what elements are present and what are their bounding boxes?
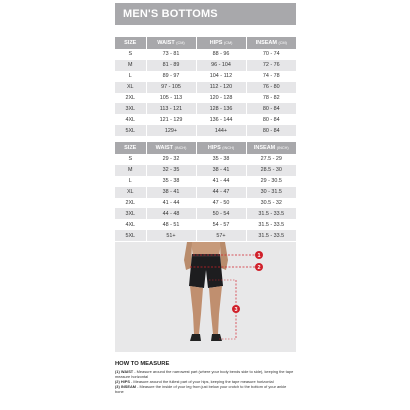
inch-header-size: SIZE	[115, 142, 146, 154]
inch-table-body	[115, 154, 296, 241]
inch-table-row	[115, 230, 296, 241]
cm-cell-hips: 144+	[196, 125, 246, 136]
cm-table-row	[115, 49, 296, 60]
how-to-measure-title: HOW TO MEASURE	[115, 361, 170, 367]
inch-table-row	[115, 176, 296, 187]
inch-cell-size: 5XL	[115, 230, 146, 241]
inch-cell-size: 4XL	[115, 219, 146, 230]
inch-cell-size: M	[115, 165, 146, 176]
model-left-leg	[190, 286, 203, 334]
inch-cell-waist: 48 - 51	[146, 219, 196, 230]
measurement-diagram	[115, 242, 296, 352]
cm-cell-waist: 113 - 121	[146, 103, 196, 114]
cm-table-header-row	[115, 37, 296, 49]
inch-cell-waist: 41 - 44	[146, 198, 196, 209]
cm-cell-waist: 97 - 105	[146, 82, 196, 93]
model-right-leg	[209, 286, 222, 334]
inch-header-inseam: INSEAM (INCH)	[246, 142, 296, 154]
inch-cell-waist: 35 - 38	[146, 176, 196, 187]
model-waistband	[192, 254, 220, 257]
inch-cell-waist: 38 - 41	[146, 187, 196, 198]
cm-cell-waist: 121 - 129	[146, 114, 196, 125]
inch-cell-size: XL	[115, 187, 146, 198]
cm-table-row	[115, 125, 296, 136]
cm-cell-size: S	[115, 49, 146, 60]
cm-cell-hips: 112 - 120	[196, 82, 246, 93]
cm-cell-hips: 136 - 144	[196, 114, 246, 125]
model-right-arm	[220, 242, 228, 270]
inch-cell-inseam: 31.5 - 33.5	[246, 219, 296, 230]
inch-cell-hips: 41 - 44	[196, 176, 246, 187]
inch-cell-inseam: 30 - 31.5	[246, 187, 296, 198]
cm-table-row	[115, 71, 296, 82]
cm-size-table	[115, 37, 296, 136]
cm-cell-waist: 129+	[146, 125, 196, 136]
cm-cell-inseam: 72 - 76	[246, 60, 296, 71]
cm-cell-inseam: 78 - 82	[246, 93, 296, 104]
inch-cell-inseam: 31.5 - 33.5	[246, 208, 296, 219]
cm-cell-waist: 105 - 113	[146, 93, 196, 104]
inch-cell-waist: 29 - 32	[146, 154, 196, 165]
cm-table-row	[115, 93, 296, 104]
inch-cell-inseam: 28.5 - 30	[246, 165, 296, 176]
cm-cell-hips: 96 - 104	[196, 60, 246, 71]
cm-cell-hips: 104 - 112	[196, 71, 246, 82]
cm-cell-size: M	[115, 60, 146, 71]
cm-cell-waist: 89 - 97	[146, 71, 196, 82]
inch-cell-hips: 50 - 54	[196, 208, 246, 219]
inch-header-hips: HIPS (INCH)	[196, 142, 246, 154]
model-shorts	[189, 254, 223, 288]
inch-cell-hips: 57+	[196, 230, 246, 241]
inch-table-row	[115, 198, 296, 209]
waist-marker-label: 1	[257, 253, 261, 260]
inch-cell-waist: 44 - 48	[146, 208, 196, 219]
inch-cell-size: S	[115, 154, 146, 165]
inch-cell-hips: 54 - 57	[196, 219, 246, 230]
cm-cell-size: 3XL	[115, 103, 146, 114]
inch-cell-hips: 44 - 47	[196, 187, 246, 198]
inch-table-row	[115, 165, 296, 176]
cm-cell-size: L	[115, 71, 146, 82]
inch-cell-inseam: 27.5 - 29	[246, 154, 296, 165]
cm-cell-size: XL	[115, 82, 146, 93]
cm-cell-inseam: 80 - 84	[246, 125, 296, 136]
cm-table-row	[115, 114, 296, 125]
inch-cell-size: L	[115, 176, 146, 187]
cm-header-size: SIZE	[115, 37, 146, 49]
inch-cell-inseam: 31.5 - 33.5	[246, 230, 296, 241]
cm-cell-inseam: 70 - 74	[246, 49, 296, 60]
cm-cell-hips: 128 - 136	[196, 103, 246, 114]
model-right-shoe	[211, 334, 222, 341]
hips-marker-label: 2	[257, 265, 261, 272]
cm-cell-waist: 73 - 81	[146, 49, 196, 60]
cm-cell-inseam: 74 - 78	[246, 71, 296, 82]
cm-cell-hips: 120 - 128	[196, 93, 246, 104]
cm-cell-inseam: 76 - 80	[246, 82, 296, 93]
cm-cell-inseam: 80 - 84	[246, 114, 296, 125]
cm-cell-inseam: 80 - 84	[246, 103, 296, 114]
inch-header-waist: WAIST (INCH)	[146, 142, 196, 154]
cm-cell-hips: 88 - 96	[196, 49, 246, 60]
cm-table-body	[115, 49, 296, 136]
inch-cell-inseam: 30.5 - 32	[246, 198, 296, 209]
inch-cell-hips: 38 - 41	[196, 165, 246, 176]
cm-cell-size: 4XL	[115, 114, 146, 125]
inch-cell-inseam: 29 - 30.5	[246, 176, 296, 187]
cm-table-row	[115, 60, 296, 71]
inseam-marker-label: 3	[234, 307, 238, 314]
cm-header-hips: HIPS (CM)	[196, 37, 246, 49]
model-torso	[191, 242, 221, 256]
how-item-waist: (1) WAIST - Measure around the narrowest part (where your body bends side to side), keeping the tape measure horizontal	[115, 369, 294, 379]
how-item-hips: (2) HIPS - Measure around the fullest part of your hips, keeping the tape measure horizontal	[115, 379, 274, 384]
model-illustration	[115, 242, 296, 352]
inch-cell-waist: 32 - 35	[146, 165, 196, 176]
model-left-shoe	[190, 334, 201, 341]
inch-cell-size: 3XL	[115, 208, 146, 219]
inch-table-header-row	[115, 142, 296, 154]
cm-cell-waist: 81 - 89	[146, 60, 196, 71]
cm-cell-size: 2XL	[115, 93, 146, 104]
inch-cell-hips: 35 - 38	[196, 154, 246, 165]
inch-cell-waist: 51+	[146, 230, 196, 241]
model-left-arm	[184, 242, 192, 270]
inch-size-table	[115, 142, 296, 241]
inch-cell-size: 2XL	[115, 198, 146, 209]
inch-cell-hips: 47 - 50	[196, 198, 246, 209]
cm-table-row	[115, 103, 296, 114]
inch-table-row	[115, 219, 296, 230]
cm-table-row	[115, 82, 296, 93]
cm-header-inseam: INSEAM (CM)	[246, 37, 296, 49]
page-title: MEN'S BOTTOMS	[115, 3, 296, 25]
inch-table-row	[115, 187, 296, 198]
cm-header-waist: WAIST (CM)	[146, 37, 196, 49]
how-to-measure-section	[115, 361, 296, 394]
inch-table-row	[115, 208, 296, 219]
cm-cell-size: 5XL	[115, 125, 146, 136]
how-item-inseam: (3) INSEAM - Measure the inside of your leg from just below your crotch to the bottom of your ankle bone	[115, 384, 287, 394]
inch-table-row	[115, 154, 296, 165]
